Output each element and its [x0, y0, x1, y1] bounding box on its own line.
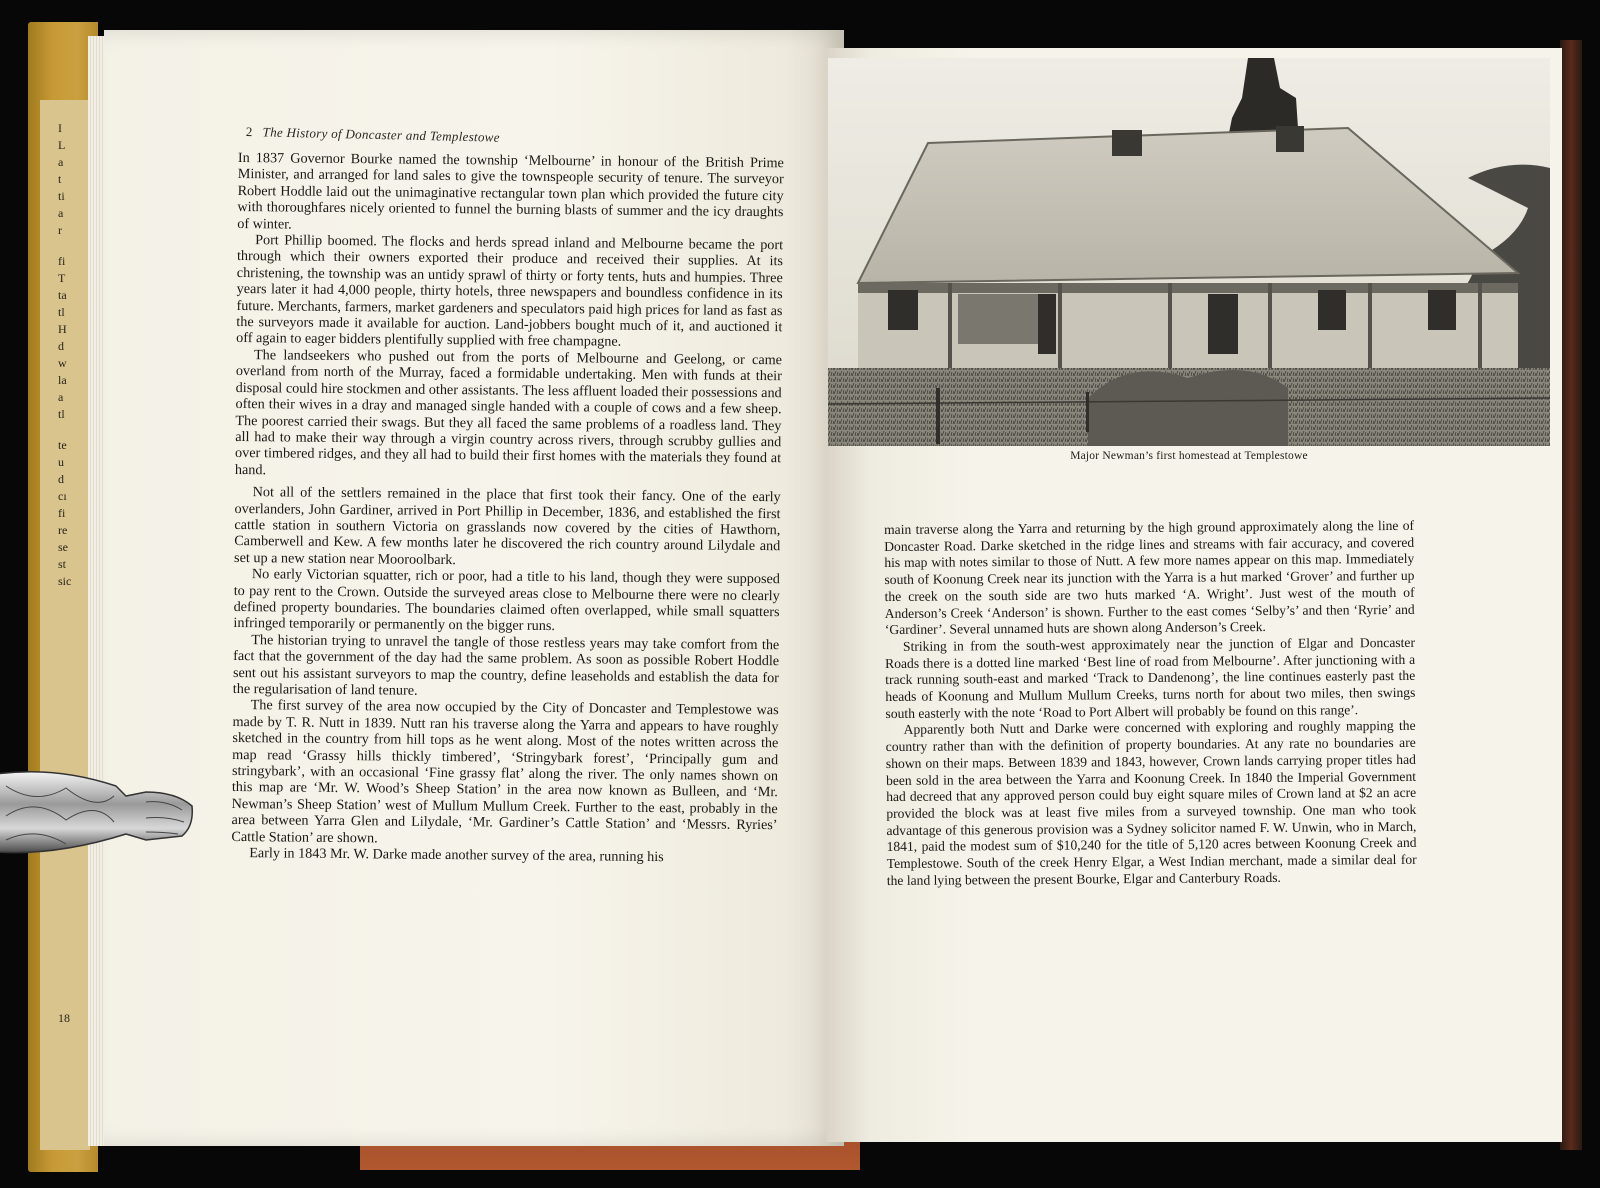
paragraph: main traverse along the Yarra and returning by the high ground approximately along the line of Doncaster Road. Darke sketched in the ridge lines and streams with fair accuracy, and covered his map with notes similar to those of Nutt. A few more names appear on this map. Immediately south of Koonung Creek near its junction with the Yarra is a hut marked ‘Grover’ and further up the creek on the south side are two huts marked ‘A. Wright’. Just west of the mouth of Anderson’s Creek ‘Anderson’ is shown. Further to the east comes ‘Selby’s’ and then ‘Ryrie’ and ‘Gardiner’. Several unnamed huts are shown along Anderson’s Creek. [884, 517, 1415, 638]
edge-letter: ti [58, 189, 65, 203]
edge-letter: te [58, 438, 67, 452]
edge-letter: sic [58, 574, 72, 588]
paragraph: The historian trying to unravel the tangle of those restless years may take comfort from the fact that the government of the day had the same problem. As soon as possible Robert Hoddle sent out his assistant surveyors to map the country, define leaseholds and establish the data for the regularisation of land tenure. [232, 631, 780, 699]
paragraph: Striking in from the south-west approximately near the junction of Elgar and Doncaster Roads there is a dotted line marked ‘Best line of road from Melbourne’. After junctioning with a track running south-east and marked ‘Track to Dandenong’, the line continues easterly past the heads of Koonung and Mullum Mullum Creeks, turns north for about two miles, then swings south easterly with the note ‘Road to Port Albert will probably be found on this range’. [885, 634, 1416, 721]
edge-letter: se [58, 540, 68, 554]
edge-letter: t [58, 172, 62, 186]
paragraph: Apparently both Nutt and Darke were concerned with exploring and roughly mapping the country rather than with the definition of property boundaries. At any rate no boundaries are shown on their maps. Between 1839 and 1843, however, Crown lands carrying proper titles had been sold in the area between the Yarra and Koonung Creek. In 1840 the Imperial Government had decreed that any approved person could buy eight square miles of Crown land at $2 an acre provided the block was at least five miles from a surveyed township. One man who took advantage of this generous provision was a Sydney solicitor named F. W. Unwin, who in March, 1841, paid the modest sum of $10,240 for the title of 5,120 acres between Koonung Creek and Templestowe. South of the creek Henry Elgar, a West Indian merchant, made a similar deal for the land lying between the present Bourke, Elgar and Canterbury Roads. [885, 718, 1417, 888]
edge-letter: fi [58, 506, 66, 520]
edge-letter: ta [58, 288, 67, 302]
book-cover-right [1560, 40, 1582, 1150]
paragraph: The landseekers who pushed out from the ports of Melbourne and Geelong, or came overland from north of the Murray, faced a formidable undertaking. Men with funds at their disposal could hire stockmen and other assistants. The less affluent loaded their possessions and often their wives in a dray and managed single handed with a couple of cows and a few sheep. The poorest carried their swags. But they all faced the same problems of a roadless land. They all had to make their way through a virgin country across rivers, through scrubby gullies and over timbered ridges, and they all had to build their first homes with the materials they found at hand. [234, 347, 783, 479]
page-clip-icon [0, 756, 196, 866]
edge-letter: L [58, 138, 66, 152]
edge-letter: st [58, 557, 67, 571]
edge-letter: cı [58, 489, 67, 503]
paragraph: Port Phillip boomed. The flocks and herds spread inland and Melbourne became the port through which their owners exported their produce and received their supplies. At its christening, the township was an untidy sprawl of thirty or forty tents, huts and humpies. Three years later it had 4,000 people, thirty hotels, three newspapers and boundless confidence in its future. Merchants, farmers, market gardeners and speculators paid high prices for land as fast as the surveyors made it available for auction. Land-jobbers bought much of it, and auctioned it off again to eager bidders plentifully supplied with free champagne. [236, 232, 784, 351]
left-page-text [231, 150, 784, 867]
homestead-photo [828, 58, 1550, 446]
page-number: 2 [245, 124, 253, 140]
edge-letter: I [58, 121, 62, 135]
edge-letter: tl [58, 305, 65, 319]
paragraph: The first survey of the area now occupied by the City of Doncaster and Templestowe was made by T. R. Nutt in 1839. Nutt ran his traverse along the Yarra and appears to have roughly sketched in the country from hill tops as he went along. Most of the notes written across the map read ‘Grassy hills thickly timbered’, ‘Stringybark forest’, ‘Principally gum and stringybark’, with an occasional ‘Fine grassy flat’ along the river. The only names shown on this map are ‘Mr. W. Wood’s Sheep Station’ in the area now known as Bulleen, and ‘Mr. Newman’s Sheep Station’ west of Mullum Mullum Creek. Further to the east, probably in the area between Yarra Glen and Lilydale, ‘Mr. Gardiner’s Cattle Station’ and ‘Messrs. Ryries’ Cattle Station’ are shown. [231, 697, 779, 847]
edge-letter: fi [58, 254, 66, 268]
edge-letter: a [58, 390, 64, 404]
paragraph: In 1837 Governor Bourke named the township ‘Melbourne’ in honour of the British Prime Minister, and arranged for land sales to give the townspeople security of tenure. The surveyor Robert Hoddle laid out the unimaginative rectangular town plan which provided the future city with thoroughfares nicely oriented to funnel the burning blasts of summer and the icy draughts of winter. [237, 150, 784, 233]
edge-letter: u [58, 455, 64, 469]
edge-letter: tl [58, 407, 65, 421]
edge-letter: d [58, 339, 64, 353]
underlying-page-letters [58, 120, 88, 1120]
photo-caption: Major Newman’s first homestead at Templestowe [1070, 450, 1308, 462]
edge-letter: T [58, 271, 66, 285]
paragraph: Not all of the settlers remained in the place that first took their fancy. One of the early overlanders, John Gardiner, arrived in Port Phillip in December, 1836, and established the first cattle station in southern Victoria on grasslands now covered by the cities of Hawthorn, Camberwell and Kew. A few months later he discovered the rich country around Lilydale and set up a new station near Mooroolbark. [234, 484, 781, 568]
paragraph: Early in 1843 Mr. W. Darke made another survey of the area, running his [249, 845, 664, 866]
underlying-page-edge [40, 100, 90, 1150]
edge-letter: a [58, 206, 64, 220]
page-holder-clip [0, 756, 196, 866]
running-head-title: The History of Doncaster and Templestowe [262, 124, 500, 145]
edge-letter: r [58, 223, 62, 237]
edge-letter: d [58, 472, 64, 486]
edge-letter: la [58, 373, 67, 387]
edge-letter: H [58, 322, 67, 336]
edge-letter: w [58, 356, 67, 370]
homestead-illustration [828, 58, 1550, 446]
edge-letter: a [58, 155, 64, 169]
edge-letter: 18 [58, 1011, 70, 1025]
paragraph: No early Victorian squatter, rich or poor, had a title to his land, though they were supposed to pay rent to the Crown. Outside the surveyed areas close to Melbourne there were no clearly defined property boundaries. The boundaries claimed often overlapped, while small squatters infringed temporarily or permanently on the bigger runs. [233, 566, 780, 635]
edge-letter: re [58, 523, 68, 537]
right-page-text [884, 518, 1417, 890]
